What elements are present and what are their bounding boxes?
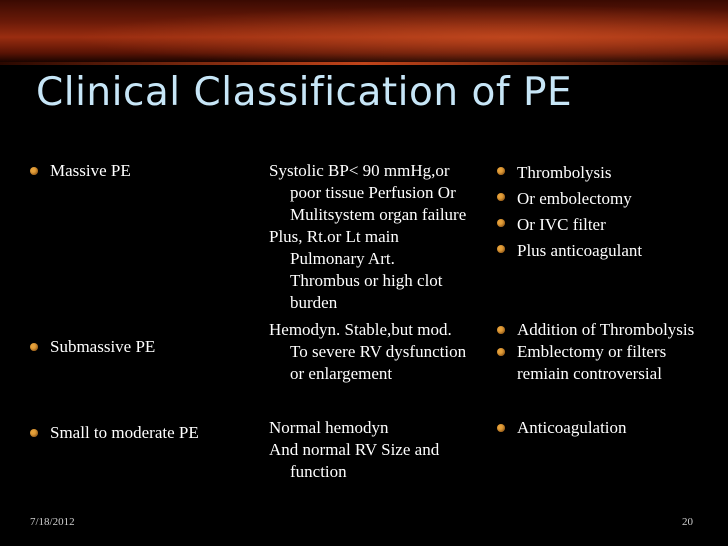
criteria-submassive xyxy=(269,319,466,385)
treatment-item: Plus anticoagulant xyxy=(517,241,643,260)
bullet-icon xyxy=(497,245,505,253)
bullet-icon xyxy=(497,326,505,334)
header-rule xyxy=(0,62,728,65)
criteria-line: Thrombus or high clot xyxy=(290,271,443,290)
treatment-item: Addition of Thrombolysis xyxy=(517,320,695,339)
criteria-paragraph xyxy=(269,417,439,439)
slide-title: Clinical Classification of PE xyxy=(36,70,573,115)
criteria-line: poor tissue Perfusion Or xyxy=(290,183,456,202)
bullet-icon xyxy=(30,429,38,437)
criteria-line: Systolic BP< 90 mmHg,or xyxy=(269,161,450,180)
treatment-item: Thrombolysis xyxy=(517,163,612,182)
criteria-line: And normal RV Size and xyxy=(269,440,440,459)
bullet-icon xyxy=(497,219,505,227)
bullet-icon xyxy=(30,343,38,351)
treatment-item: Anticoagulation xyxy=(517,418,627,437)
criteria-paragraph xyxy=(269,319,466,385)
criteria-paragraph xyxy=(269,226,466,314)
treatment-item: Emblectomy or filters xyxy=(517,342,667,361)
treatment-submassive xyxy=(497,319,694,385)
criteria-line: Pulmonary Art. xyxy=(290,249,395,268)
criteria-line: Plus, Rt.or Lt main xyxy=(269,227,399,246)
bullet-icon xyxy=(497,167,505,175)
criteria-line: function xyxy=(290,462,347,481)
criteria-paragraph xyxy=(269,439,439,483)
bullet-icon xyxy=(497,348,505,356)
footer-page-number: 20 xyxy=(682,516,693,528)
criteria-small xyxy=(269,417,439,483)
row-label-massive xyxy=(30,160,131,182)
row-label-text: Massive PE xyxy=(50,161,131,180)
row-label-submassive xyxy=(30,336,155,358)
criteria-line: Hemodyn. Stable,but mod. xyxy=(269,320,452,339)
treatment-item: Or embolectomy xyxy=(517,189,632,208)
criteria-massive xyxy=(269,160,466,314)
header-band xyxy=(0,0,728,62)
criteria-paragraph xyxy=(269,160,466,226)
row-label-text: Small to moderate PE xyxy=(50,423,199,442)
bullet-icon xyxy=(497,193,505,201)
bullet-icon xyxy=(30,167,38,175)
criteria-line: Normal hemodyn xyxy=(269,418,389,437)
criteria-line: To severe RV dysfunction xyxy=(290,342,467,361)
criteria-line: burden xyxy=(290,293,338,312)
criteria-line: Mulitsystem organ failure xyxy=(290,205,467,224)
bullet-icon xyxy=(497,424,505,432)
treatment-massive xyxy=(497,160,642,264)
row-label-small xyxy=(30,422,199,444)
row-label-text: Submassive PE xyxy=(50,337,156,356)
treatment-item: Or IVC filter xyxy=(517,215,606,234)
footer-date: 7/18/2012 xyxy=(30,516,75,528)
criteria-line: or enlargement xyxy=(290,364,393,383)
treatment-small xyxy=(497,417,627,439)
treatment-item-cont: remiain controversial xyxy=(517,364,662,383)
